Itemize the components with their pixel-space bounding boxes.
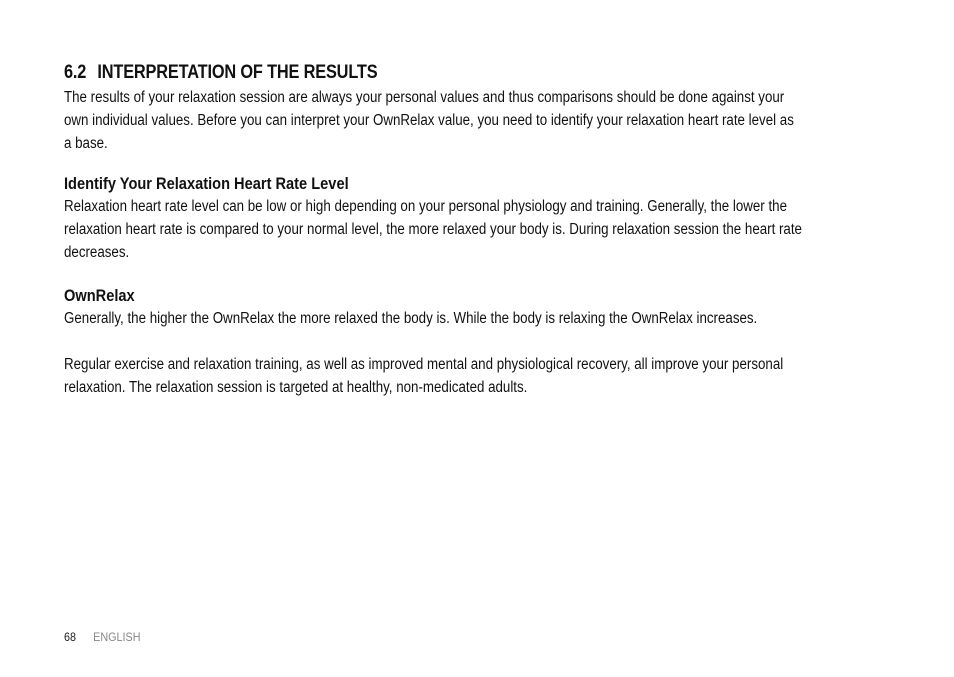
paragraph-line: decreases. — [64, 244, 130, 261]
paragraph-line: relaxation. The relaxation session is targeted at healthy, non-medicated adults. — [64, 379, 528, 396]
intro-line: a base. — [64, 135, 108, 152]
paragraph-line: Relaxation heart rate level can be low or high depending on your personal physiology and training. Generally, the lower the — [64, 198, 787, 215]
ownrelax-paragraph — [64, 307, 864, 330]
footer-language: ENGLISH — [93, 630, 141, 644]
subsection-heading-ownrelax: OwnRelax — [64, 286, 135, 305]
paragraph-line: Regular exercise and relaxation training, as well as improved mental and physiological recovery, all improve your personal — [64, 356, 784, 373]
subsection-heading-relaxation-heart-rate: Identify Your Relaxation Heart Rate Level — [64, 174, 349, 193]
section-number: 6.2 — [64, 62, 87, 83]
intro-line: own individual values. Before you can interpret your OwnRelax value, you need to identify your relaxation heart rate level as — [64, 112, 794, 129]
paragraph-spacer — [64, 330, 864, 353]
intro-paragraph — [64, 86, 864, 155]
paragraph-line: relaxation heart rate is compared to your normal level, the more relaxed your body is. During relaxation session the heart rate — [64, 221, 802, 238]
intro-line: The results of your relaxation session are always your personal values and thus comparisons should be done against your — [64, 89, 785, 106]
relaxation-heart-rate-paragraph — [64, 195, 864, 264]
paragraph-line: Generally, the higher the OwnRelax the more relaxed the body is. While the body is relaxing the OwnRelax increases. — [64, 310, 758, 327]
page-content — [64, 60, 864, 399]
exercise-paragraph — [64, 353, 864, 399]
section-title: INTERPRETATION OF THE RESULTS — [97, 62, 378, 83]
page-footer — [64, 630, 141, 644]
page-number: 68 — [64, 630, 77, 644]
section-heading — [64, 60, 752, 86]
